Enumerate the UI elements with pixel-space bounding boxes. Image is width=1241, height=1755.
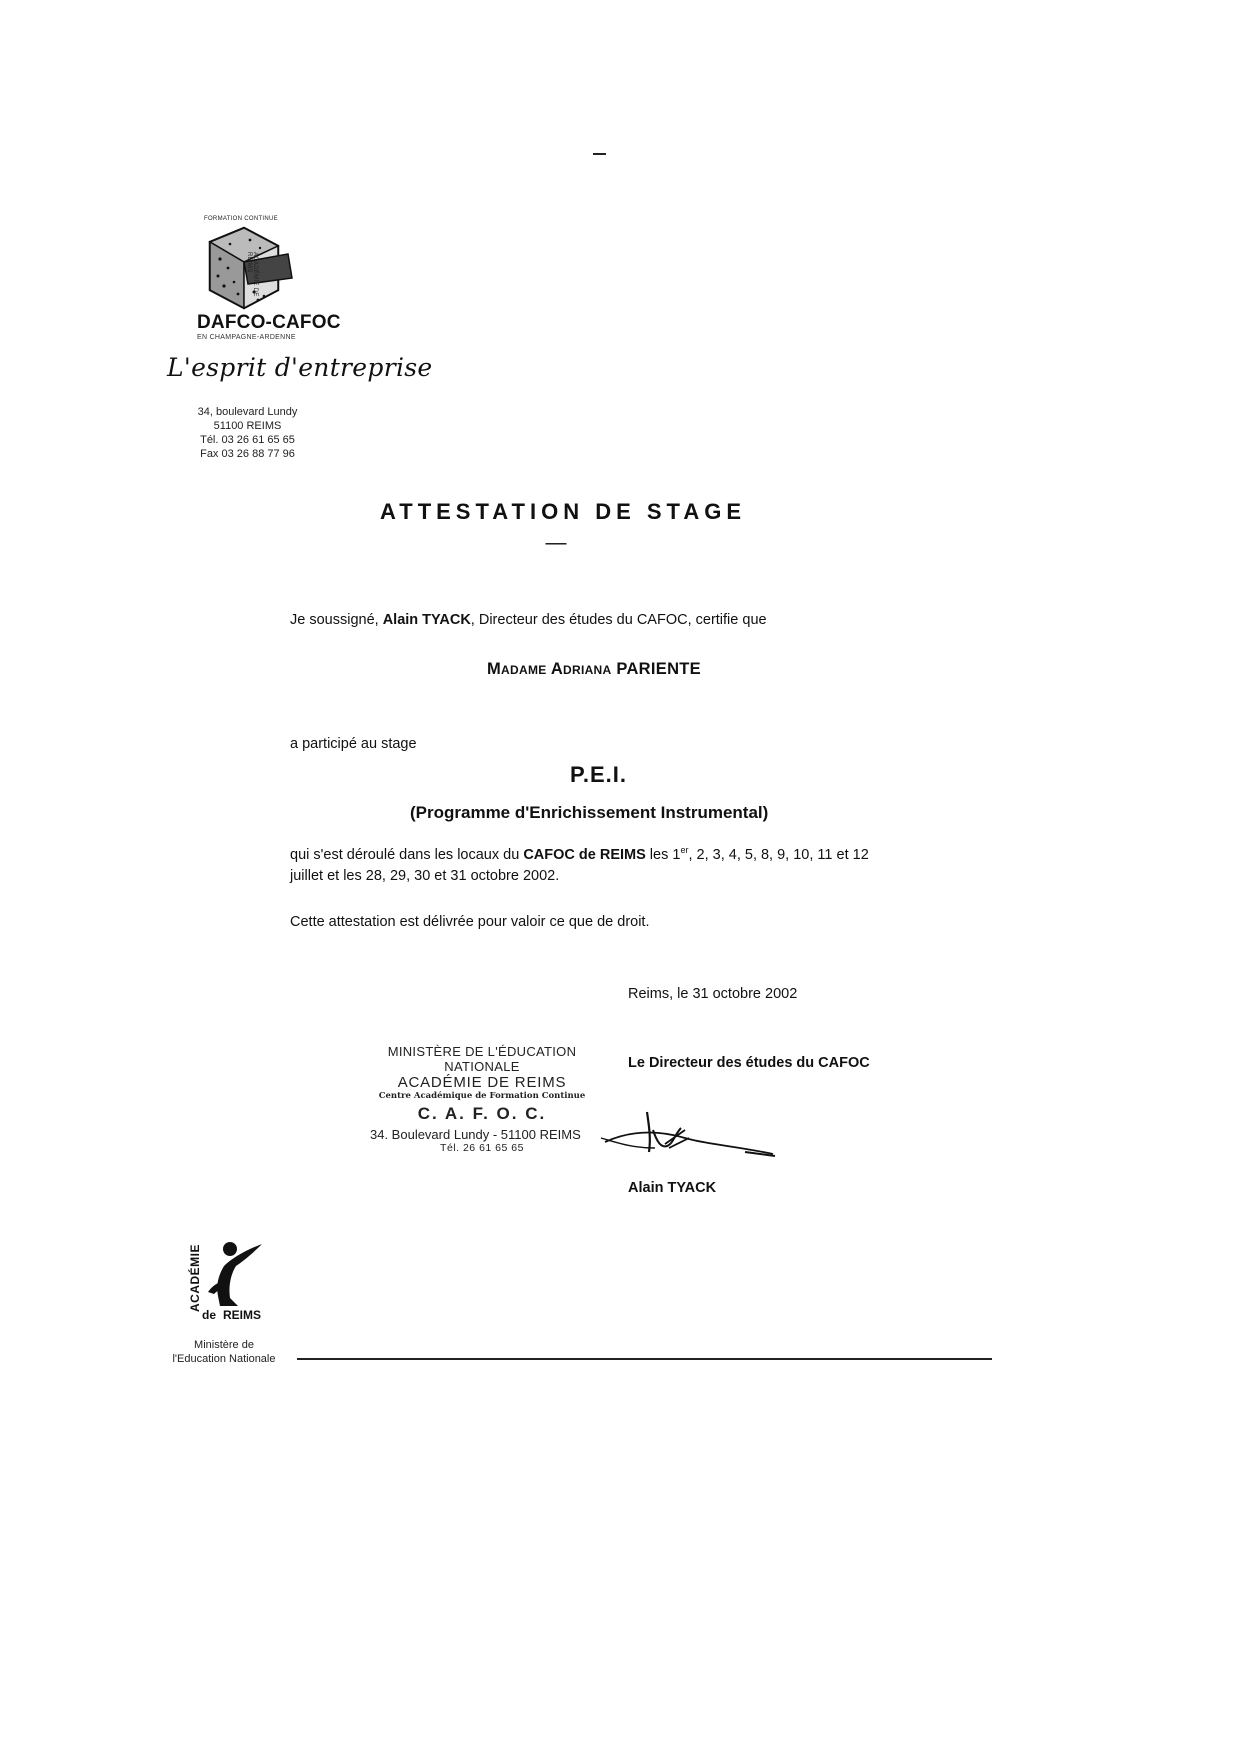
address-city: 51100 REIMS — [213, 420, 282, 432]
location-name: CAFOC de REIMS — [523, 846, 646, 863]
validity-line: Cette attestation est délivrée pour valoir ce que de droit. — [290, 914, 650, 930]
slogan: L'esprit d'entreprise — [167, 353, 433, 382]
ministry-label — [168, 1338, 280, 1366]
dates-line2: juillet et les 28, 29, 30 et 31 octobre 2002. — [290, 867, 560, 884]
academie-vertical-text: ACADÉMIE — [188, 1243, 202, 1312]
course-code: P.E.I. — [570, 762, 627, 787]
location-prefix: qui s'est déroulé dans les locaux du — [290, 846, 524, 863]
address-tel: Tél. 03 26 61 65 65 — [200, 434, 295, 446]
place-date: Reims, le 31 octobre 2002 — [628, 986, 798, 1002]
stamp-line3: Centre Académique de Formation Continue — [378, 1091, 586, 1101]
document-title: ATTESTATION DE STAGE — [380, 499, 747, 524]
signatory-name: Alain TYACK — [382, 612, 471, 628]
runner-figure-icon — [206, 1240, 264, 1310]
location-dates — [290, 840, 930, 887]
sender-address — [190, 405, 305, 461]
intro-line — [290, 610, 767, 631]
dates-rest: , 2, 3, 4, 5, 8, 9, 10, 11 et 12 — [688, 846, 869, 863]
academie-city: REIMS — [223, 1308, 262, 1322]
logo-side-text: ACADÉMIE DE REIMS — [246, 252, 258, 297]
stamp-line5: 34. Boulevard Lundy - 51100 REIMS — [370, 1127, 581, 1142]
logo-arc-text: FORMATION CONTINUE — [204, 216, 278, 222]
footer-rule — [297, 1358, 992, 1360]
title-underline: ------- — [545, 536, 566, 550]
signatory-role: Le Directeur des études du CAFOC — [628, 1055, 870, 1071]
participant-name: Madame Adriana PARIENTE — [487, 660, 701, 678]
ministry-line2: l'Education Nationale — [172, 1353, 276, 1365]
top-dash — [593, 153, 606, 155]
logo-title: DAFCO-CAFOC — [197, 312, 341, 333]
handwritten-signature — [595, 1108, 785, 1168]
intro-suffix: , Directeur des études du CAFOC, certifie que — [470, 612, 767, 628]
dates-sup: er — [680, 845, 689, 855]
stamp-line4: C. A. F. O. C. — [417, 1104, 547, 1123]
course-name: (Programme d'Enrichissement Instrumental) — [410, 803, 769, 822]
official-stamp — [362, 1044, 602, 1154]
ministry-line1: Ministère de — [194, 1339, 254, 1351]
signatory-name-footer: Alain TYACK — [628, 1180, 717, 1196]
dates-prefix: les 1 — [645, 846, 681, 863]
stamp-line1: MINISTÈRE DE L'ÉDUCATION NATIONALE — [387, 1044, 577, 1074]
academie-logo — [188, 1240, 268, 1325]
stamp-line6: Tél. 26 61 65 65 — [440, 1142, 524, 1154]
participated-line: a participé au stage — [290, 736, 417, 752]
academie-de: de — [202, 1308, 217, 1322]
address-street: 34, boulevard Lundy — [197, 406, 298, 418]
stamp-line2: ACADÉMIE DE REIMS — [397, 1074, 567, 1091]
logo-subtitle: EN CHAMPAGNE-ARDENNE — [197, 334, 296, 341]
dafco-logo — [190, 212, 320, 312]
address-fax: Fax 03 26 88 77 96 — [200, 448, 295, 460]
intro-prefix: Je soussigné, — [290, 612, 383, 628]
